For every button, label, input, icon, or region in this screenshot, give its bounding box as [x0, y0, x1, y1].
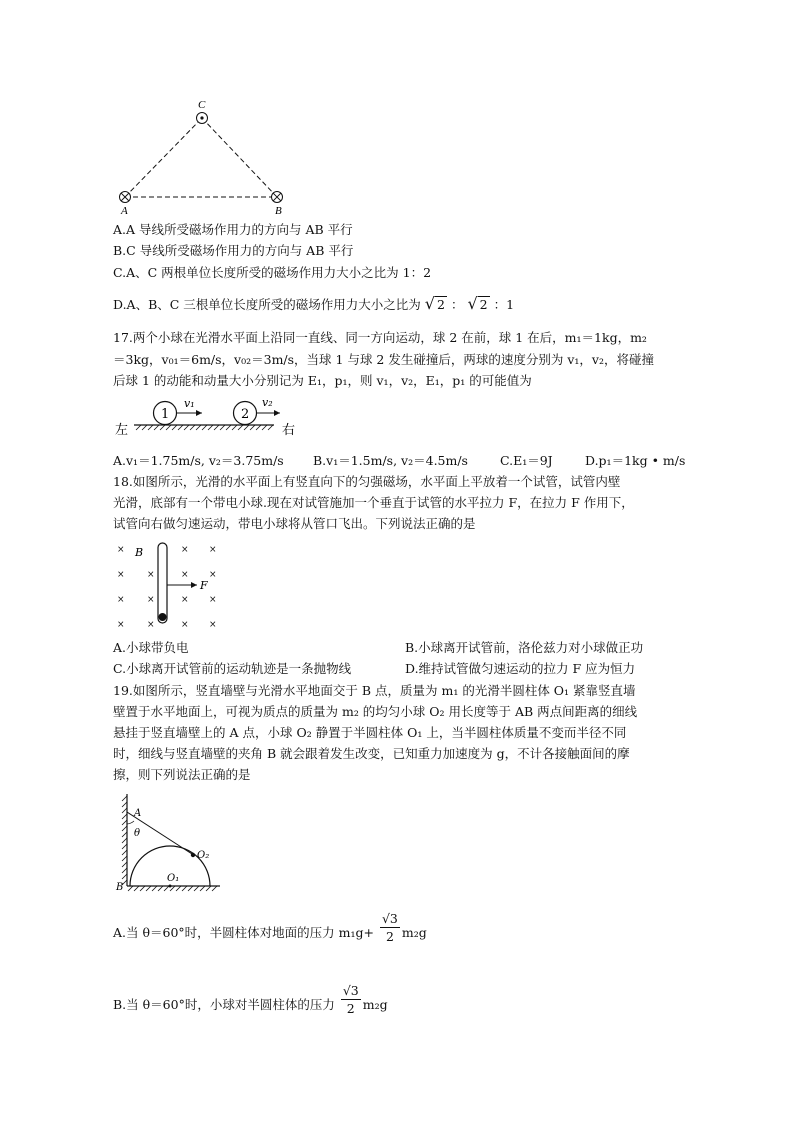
q18-option-d: D.维持试管做匀速运动的拉力 F 应为恒力 — [405, 661, 636, 676]
hatch-line — [122, 850, 127, 855]
field-cross-icon: × — [209, 570, 217, 580]
hatch-line — [146, 886, 151, 891]
hatch-line — [214, 425, 219, 430]
q19-option-a — [113, 911, 427, 945]
hatch-line — [122, 814, 127, 819]
hatch-line — [176, 886, 181, 891]
center-o1 — [169, 885, 172, 888]
floor-hatch — [128, 886, 217, 891]
hatch-line — [238, 425, 243, 430]
label-theta: θ — [134, 828, 141, 839]
q18-option-a: A.小球带负电 — [113, 640, 189, 655]
hatch-line — [182, 886, 187, 891]
ball-1-label: 1 — [161, 407, 170, 422]
hatch-line — [166, 425, 171, 430]
q19-a-num: √3 — [381, 911, 398, 926]
hatch-line — [244, 425, 249, 430]
hatch-line — [262, 425, 267, 430]
label-b: B — [275, 205, 282, 217]
wall-hatch — [122, 796, 127, 885]
field-cross-icon: × — [181, 545, 189, 555]
q17-stem-line1: 17.两个小球在光滑水平面上沿同一直线、同一方向运动，球 2 在前，球 1 在后，m₁＝1kg，m₂ — [113, 330, 647, 345]
ground-hatch — [136, 425, 273, 430]
field-cross-icon: × — [117, 620, 125, 630]
hatch-line — [200, 886, 205, 891]
hatch-line — [136, 425, 141, 430]
hatch-line — [122, 820, 127, 825]
ball-o2 — [191, 853, 195, 857]
q19-a-suffix: m₂g — [401, 925, 427, 940]
field-cross-icon: × — [147, 570, 155, 580]
q17-option-c: C.E₁＝9J — [500, 453, 553, 468]
field-cross-icon: × — [147, 620, 155, 630]
hatch-line — [154, 425, 159, 430]
label-b-field: B — [135, 546, 144, 559]
hatch-line — [194, 886, 199, 891]
wire-a-in-icon — [120, 192, 131, 203]
q19-a-prefix: A.当 θ＝60°时，半圆柱体对地面的压力 m₁g+ — [113, 925, 374, 940]
hatch-line — [152, 886, 157, 891]
field-cross-icon: × — [209, 595, 217, 605]
hatch-line — [122, 838, 127, 843]
q19-stem-line2: 壁置于水平地面上，可视为质点的质量为 m₂ 的均匀小球 O₂ 用长度等于 AB 两点间距离的细线 — [113, 704, 638, 719]
q18-stem-line2: 光滑，底部有一个带电小球.现在对试管施加一个垂直于试管的水平拉力 F，在拉力 F 作用下， — [113, 495, 634, 510]
q19-b-suffix: m₂g — [362, 997, 388, 1012]
q16-option-d-prefix: D.A、B、C 三根单位长度所受的磁场作用力大小之比为 — [113, 297, 421, 312]
hatch-line — [164, 886, 169, 891]
hatch-line — [202, 425, 207, 430]
triangle-wire-figure — [112, 96, 302, 218]
magnetic-field-tube-figure — [112, 537, 224, 633]
field-cross-icon: × — [209, 620, 217, 630]
q16-option-d — [113, 296, 514, 313]
wire-b-in-icon — [272, 192, 283, 203]
label-b-point: B — [116, 882, 124, 893]
q19-stem-line4: 时，细线与竖直墙壁的夹角 B 就会跟着发生改变，已知重力加速度为 g，不计各接触面间的摩 — [113, 746, 630, 761]
ball-2-label: 2 — [241, 407, 250, 422]
hatch-line — [172, 425, 177, 430]
q19-a-fraction — [380, 910, 400, 945]
field-cross-icon: × — [117, 595, 125, 605]
field-cross-icon: × — [181, 570, 189, 580]
hatch-line — [220, 425, 225, 430]
test-tube — [158, 543, 167, 623]
label-c: C — [198, 99, 206, 111]
hatch-line — [208, 425, 213, 430]
q19-b-prefix: B.当 θ＝60°时，小球对半圆柱体的压力 — [113, 997, 335, 1012]
v1-label: v₁ — [184, 397, 195, 410]
hatch-line — [160, 425, 165, 430]
hatch-line — [226, 425, 231, 430]
hatch-line — [134, 886, 139, 891]
q16-d-suffix: ：1 — [493, 297, 515, 312]
field-cross-icon: × — [117, 545, 125, 555]
q19-b-den: 2 — [346, 1001, 355, 1016]
wall-half-cylinder-figure — [112, 790, 224, 894]
label-a-point: A — [134, 808, 142, 819]
q19-stem-line1: 19.如图所示，竖直墙壁与光滑水平地面交于 B 点，质量为 m₁ 的光滑半圆柱体 O₁ 紧靠竖直墙 — [113, 683, 636, 698]
sqrt-icon: √ — [424, 294, 435, 313]
q18-stem-line3: 试管向右做匀速运动，带电小球将从管口飞出。下列说法正确的是 — [113, 516, 476, 531]
q16-d-rad1: 2 — [437, 297, 445, 312]
hatch-line — [122, 862, 127, 867]
hatch-line — [122, 874, 127, 879]
field-cross-icon: × — [117, 570, 125, 580]
hatch-line — [140, 886, 145, 891]
hatch-line — [178, 425, 183, 430]
q17-option-b: B.v₁＝1.5m/s, v₂＝4.5m/s — [313, 453, 468, 468]
field-cross-icon: × — [209, 545, 217, 555]
hatch-line — [212, 886, 217, 891]
hatch-line — [190, 425, 195, 430]
hatch-line — [232, 425, 237, 430]
hatch-line — [122, 832, 127, 837]
field-cross-icon: × — [147, 595, 155, 605]
q19-option-b — [113, 983, 388, 1017]
q17-stem-line2: ＝3kg，v₀₁＝6m/s，v₀₂＝3m/s，当球 1 与球 2 发生碰撞后，两球的速度分别为 v₁，v₂，将碰撞 — [113, 352, 654, 367]
label-a: A — [121, 205, 128, 217]
hatch-line — [184, 425, 189, 430]
hatch-line — [268, 425, 273, 430]
q19-b-num: √3 — [342, 983, 359, 998]
hatch-line — [256, 425, 261, 430]
hatch-line — [122, 868, 127, 873]
q18-option-b: B.小球离开试管前，洛伦兹力对小球做正功 — [405, 640, 644, 655]
sqrt-icon: √ — [467, 294, 478, 313]
q16-option-a: A.A 导线所受磁场作用力的方向与 AB 平行 — [113, 222, 353, 237]
label-left: 左 — [115, 423, 129, 438]
v2-label: v₂ — [262, 396, 273, 409]
label-f: F — [200, 579, 208, 592]
hatch-line — [122, 856, 127, 861]
wire-c-out-icon — [197, 113, 208, 124]
q16-option-c: C.A、C 两根单位长度所受的磁场作用力大小之比为 1：2 — [113, 265, 432, 280]
q17-option-a: A.v₁＝1.75m/s, v₂＝3.75m/s — [113, 453, 284, 468]
label-o1: O₁ — [167, 873, 180, 884]
hatch-line — [188, 886, 193, 891]
label-o2: O₂ — [197, 850, 210, 861]
q19-stem-line5: 擦，则下列说法正确的是 — [113, 767, 251, 782]
hatch-line — [128, 886, 133, 891]
hatch-line — [122, 844, 127, 849]
q16-option-b: B.C 导线所受磁场作用力的方向与 AB 平行 — [113, 243, 354, 258]
q18-stem-line1: 18.如图所示，光滑的水平面上有竖直向下的匀强磁场，水平面上平放着一个试管，试管内壁 — [113, 474, 621, 489]
hatch-line — [142, 425, 147, 430]
hatch-line — [250, 425, 255, 430]
hatch-line — [122, 796, 127, 801]
hatch-line — [122, 826, 127, 831]
field-cross-icon: × — [181, 595, 189, 605]
hatch-line — [122, 802, 127, 807]
q19-b-fraction — [341, 982, 361, 1017]
q17-stem-line3: 后球 1 的动能和动量大小分别记为 E₁，p₁，则 v₁，v₂，E₁，p₁ 的可能值为 — [113, 373, 532, 388]
q18-option-c: C.小球离开试管前的运动轨迹是一条抛物线 — [113, 661, 352, 676]
hatch-line — [196, 425, 201, 430]
hatch-line — [148, 425, 153, 430]
q16-d-sep: ： — [450, 297, 464, 312]
q19-stem-line3: 悬挂于竖直墙壁上的 A 点，小球 O₂ 静置于半圆柱体 O₁ 上，当半圆柱体质量不变而半径不同 — [113, 725, 627, 740]
field-cross-icon: × — [181, 620, 189, 630]
two-balls-figure — [112, 396, 302, 438]
charged-ball — [159, 613, 167, 621]
q16-d-rad2: 2 — [479, 297, 488, 312]
q17-option-d: D.p₁＝1kg • m/s — [585, 453, 686, 468]
hatch-line — [158, 886, 163, 891]
q19-a-den: 2 — [385, 929, 394, 944]
label-right: 右 — [282, 423, 296, 438]
hatch-line — [206, 886, 211, 891]
hatch-line — [122, 808, 127, 813]
